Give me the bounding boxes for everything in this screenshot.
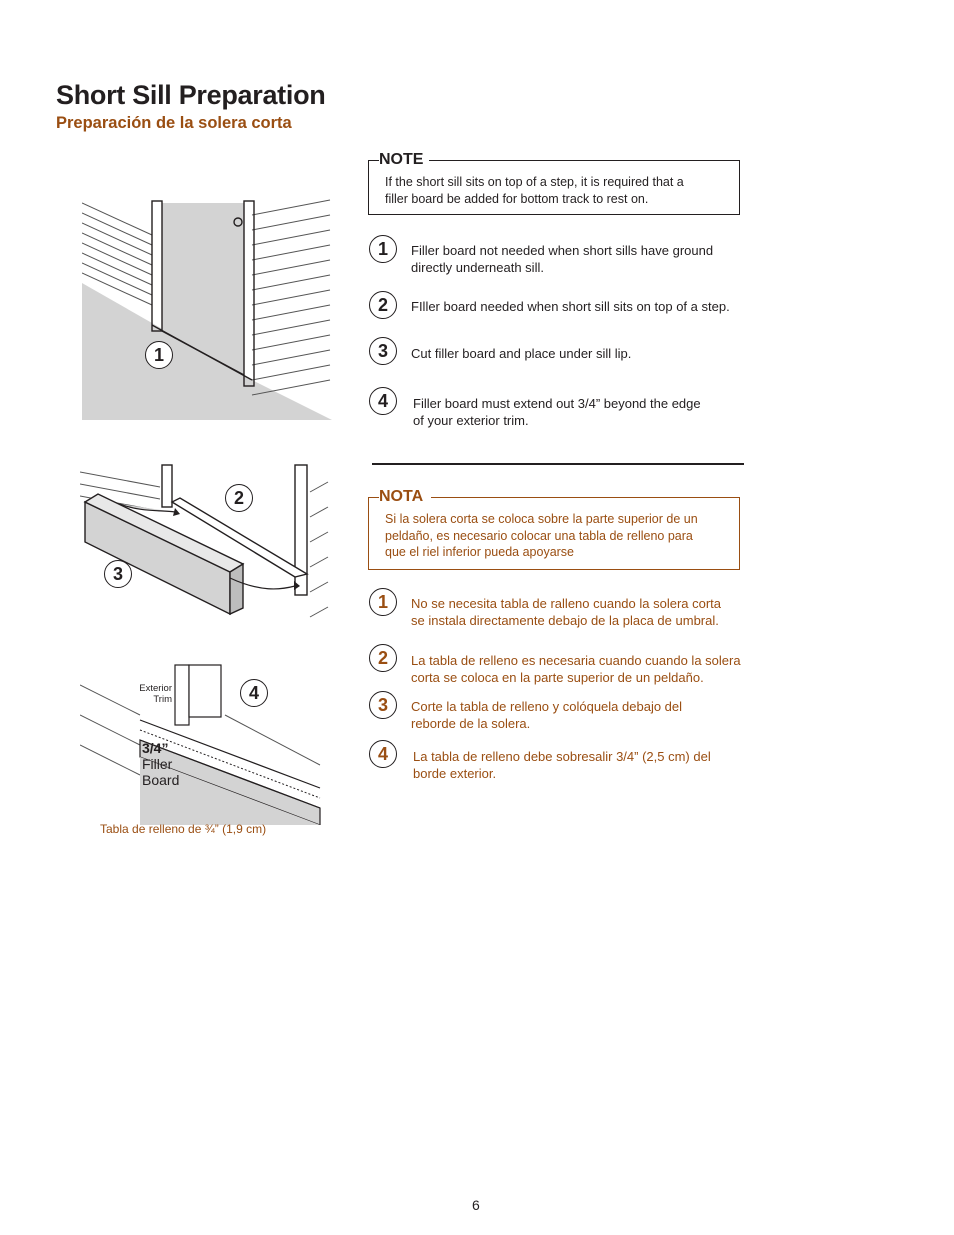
section-divider [372, 463, 744, 465]
note-text-en: If the short sill sits on top of a step, it is required that a filler board be added for bottom track to rest on. [385, 175, 684, 206]
filler-dimension: 3/4” [142, 740, 169, 756]
step-en-4-number: 4 [369, 387, 397, 415]
filler-caption-es: Tabla de relleno de ¾” (1,9 cm) [100, 822, 267, 836]
note-label: NOTE [379, 151, 424, 168]
step-es-2-number: 2 [369, 644, 397, 672]
filler-word: Filler [142, 756, 173, 772]
figure-2-3-illustration [80, 462, 330, 637]
figure-4-illustration [80, 660, 325, 825]
exterior-trim-label-2: Trim [153, 694, 172, 705]
figure-2-number: 2 [225, 484, 253, 512]
step-es-4-text: La tabla de relleno debe sobresalir 3/4” (2,5 cm) del borde exterior. [413, 749, 711, 781]
step-es-4-number: 4 [369, 740, 397, 768]
page-title: Short Sill Preparation [56, 80, 326, 110]
step-en-2-text: FIller board needed when short sill sits on top of a step. [411, 299, 730, 314]
figure-1-number: 1 [145, 341, 173, 369]
step-en-1-number: 1 [369, 235, 397, 263]
filler-board-label [142, 740, 179, 788]
figure-1-illustration [82, 195, 332, 423]
page-number: 6 [472, 1197, 480, 1213]
step-es-3-number: 3 [369, 691, 397, 719]
step-es-3-text: Corte la tabla de relleno y colóquela debajo del reborde de la solera. [411, 699, 683, 731]
exterior-trim-label-1: Exterior [139, 683, 172, 694]
step-en-1-text: Filler board not needed when short sills have ground directly underneath sill. [411, 243, 714, 275]
figure-3-number: 3 [104, 560, 132, 588]
step-en-4-text: Filler board must extend out 3/4” beyond the edge of your exterior trim. [413, 396, 701, 428]
page-subtitle: Preparación de la solera corta [56, 114, 292, 132]
note-box-es [368, 488, 740, 570]
step-es-1-number: 1 [369, 588, 397, 616]
nota-label: NOTA [379, 488, 424, 505]
step-es-2-text: La tabla de relleno es necesaria cuando cuando la solera corta se coloca en la parte superior de un peldaño. [411, 653, 741, 685]
figure-4-number: 4 [240, 679, 268, 707]
note-text-es: Si la solera corta se coloca sobre la parte superior de un peldaño, es necesario colocar una tabla de relleno para que el riel inferior pueda apoyarse [385, 512, 698, 559]
board-word: Board [142, 772, 180, 788]
step-es-1-text: No se necesita tabla de ralleno cuando la solera corta se instala directamente debajo de la placa de umbral. [411, 596, 722, 628]
step-en-3-number: 3 [369, 337, 397, 365]
step-en-3-text: Cut filler board and place under sill lip. [411, 346, 632, 361]
step-en-2-number: 2 [369, 291, 397, 319]
note-box-en [368, 151, 740, 215]
